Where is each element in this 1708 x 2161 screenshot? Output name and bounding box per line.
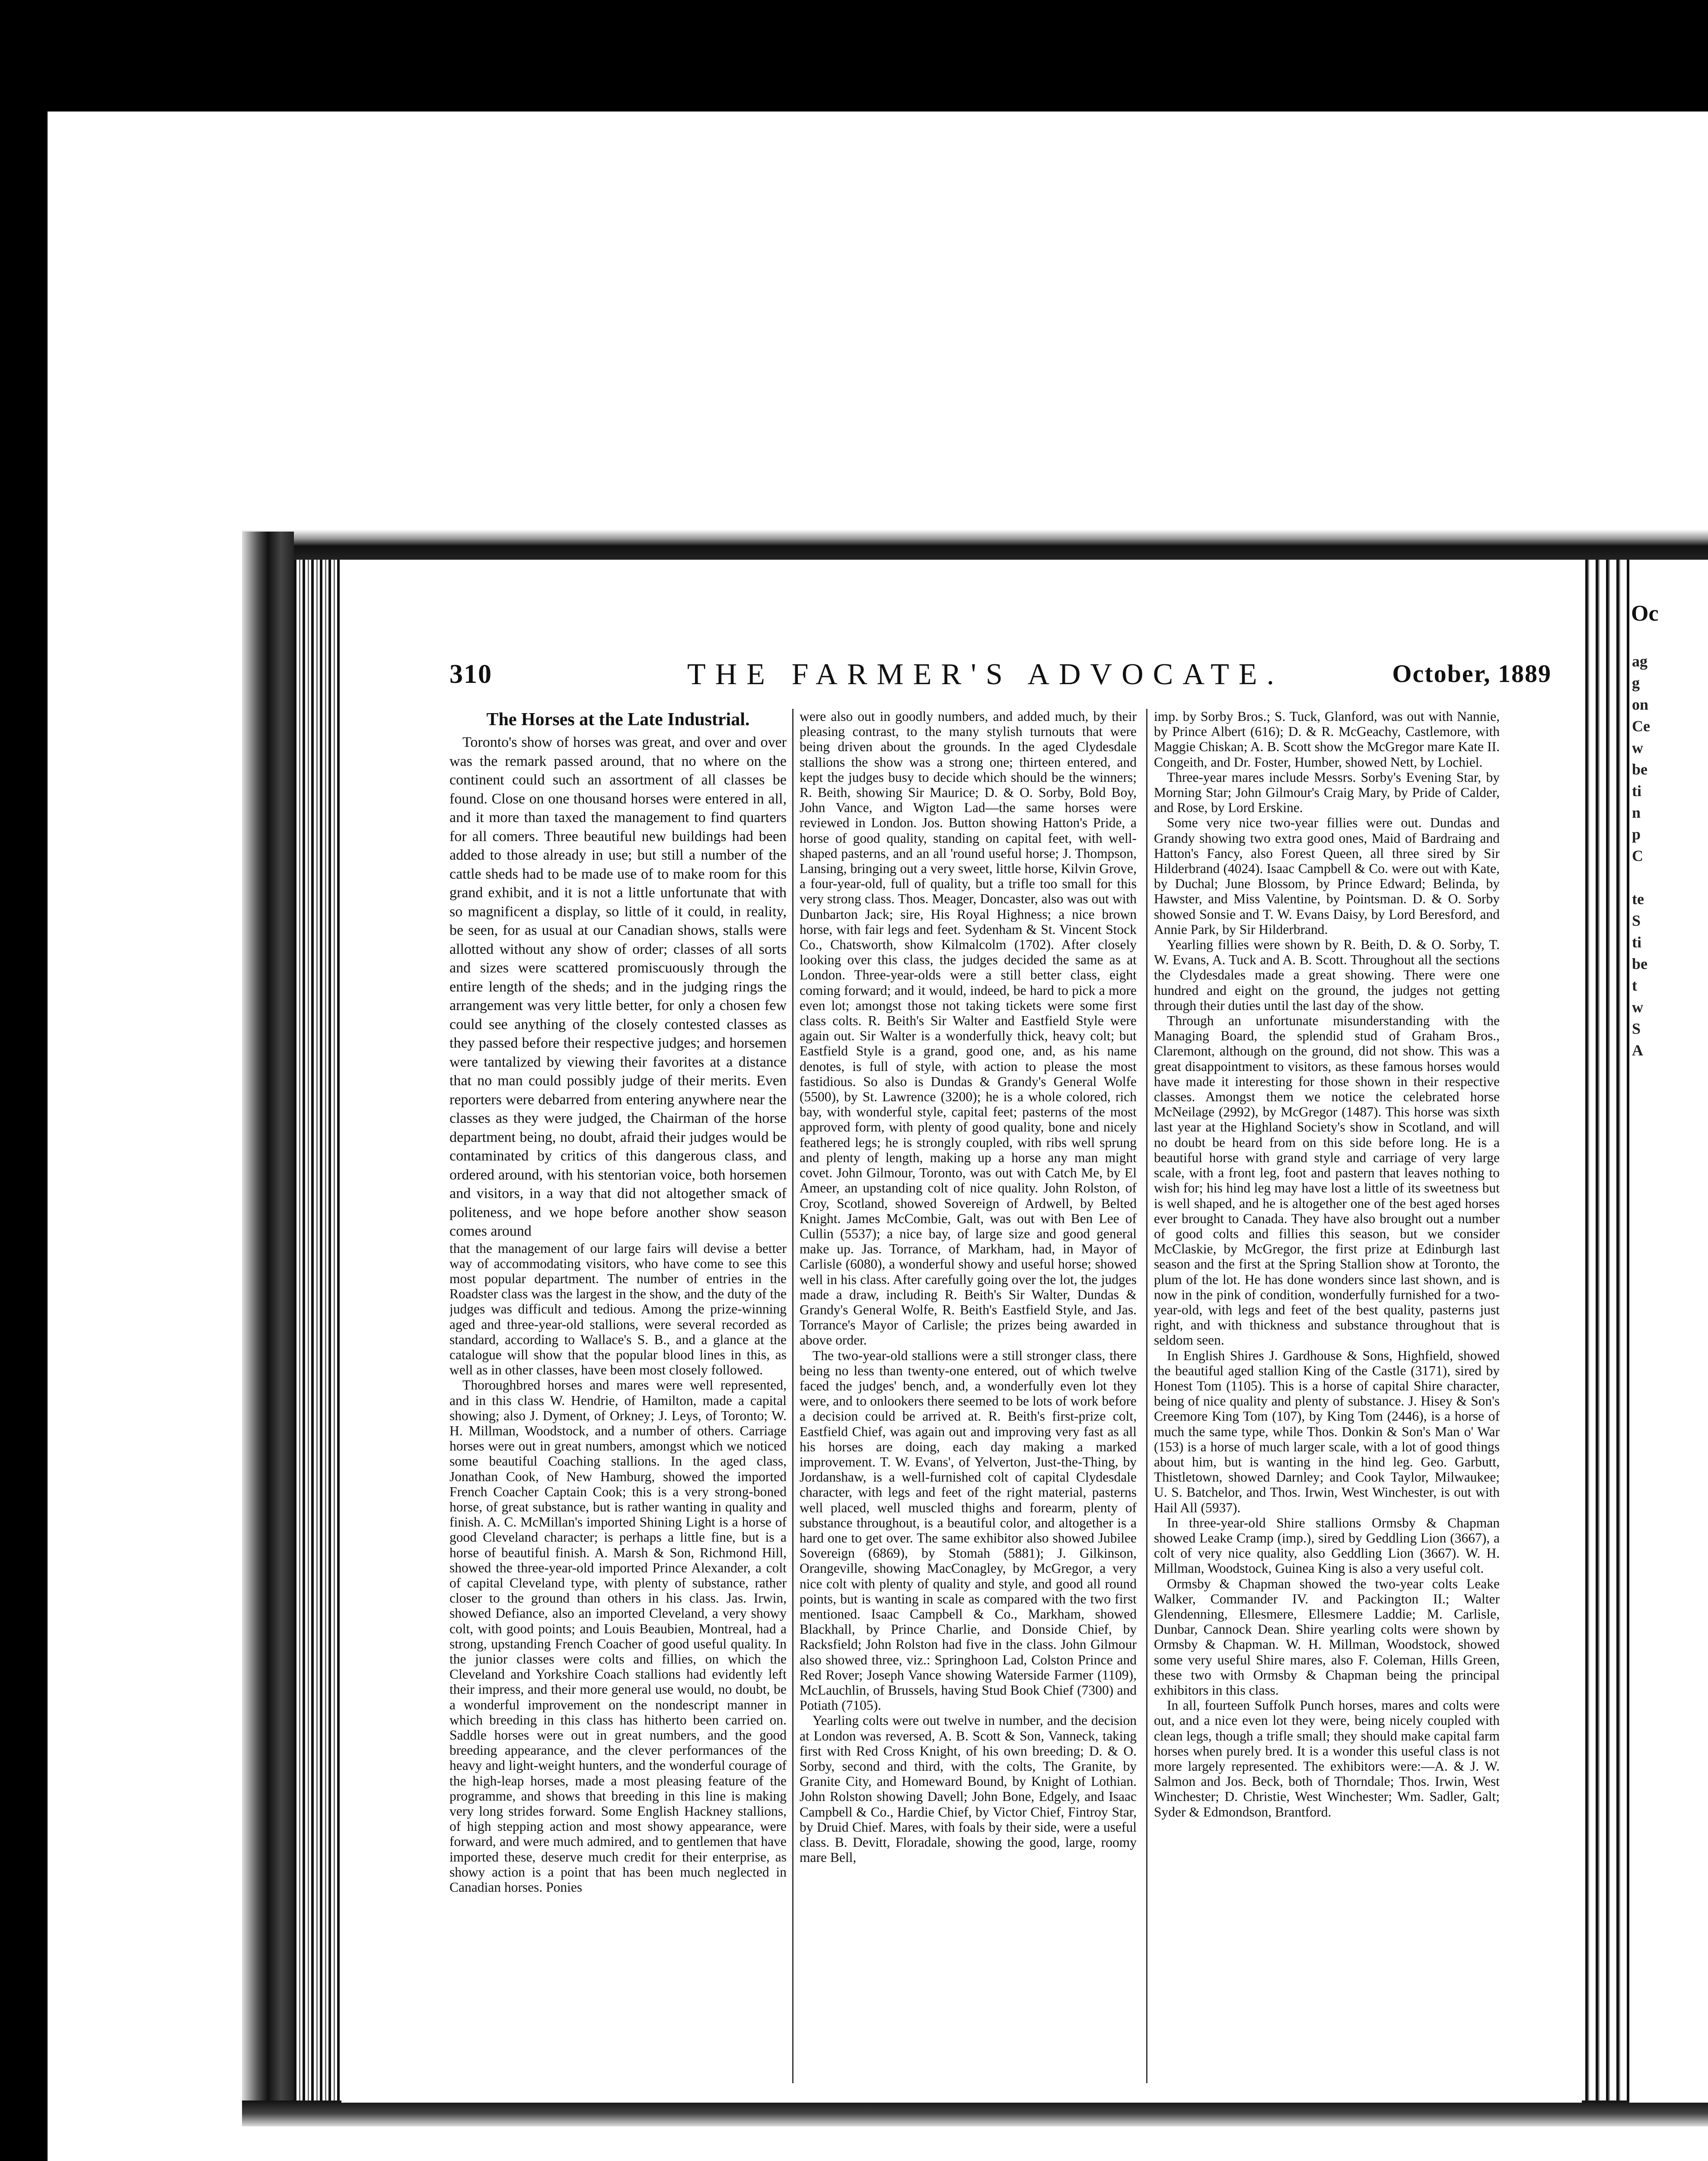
article-column-3 [1154,709,1500,2088]
adjacent-page [1629,560,1708,2103]
book-spine [242,532,294,2113]
article-headline: The Horses at the Late Industrial. [486,710,750,730]
newspaper-page [341,560,1582,2103]
article-paragraph: Toronto's show of horses was great, and over and over was the remark passed around, that no where on the continent could such an assortment of all classes be found. Close on one thousand horses were entered in all, and it more than taxed the management to find quarters for all comers. Three beautiful new buildings had been added to those already in use; but still a number of the cattle sheds had to be made use of to make room for this grand exhibit, and it is not a little unfortunate that with so magnificent a display, so little of it could, in reality, be seen, for as usual at our Canadian shows, stalls were allotted without any show of order; classes of all sorts and sizes were scattered promiscuously through the entire length of the sheds; and in the judging rings the arrangement was very little better, for only a chosen few could see anything of the closely contested classes as they passed before their respective judges; and horsemen were tantalized by viewing their favorites at a distance that no man could possibly judge of their merits. Even reporters were debarred from entering anywhere near the classes as they were judged, the Chairman of the horse department being, no doubt, afraid their judges would be contaminated by critics of this dangerous class, and ordered around, with his stentorian voice, both horsemen and visitors, in a way that did not altogether smack of politeness, and we hope before another show season comes around [449,734,787,1239]
column-rule [1146,709,1147,2083]
book-bottom-edge [242,2100,1708,2126]
article-paragraph: that the management of our large fairs will devise a better way of accommodating visitors, who have come to see this most popular department. The number of entries in the Roadster class was the largest in the show, and the duty of the judges was difficult and tedious. Among the prize-winning aged and three-year-old stallions, were several recorded as standard, according to Wallace's S. B., and a glance at the catalogue will show that the popular blood lines in this, as well as in other classes, have been most closely followed. [449,1240,787,1378]
publication-title: THE FARMER'S ADVOCATE. [687,658,1284,691]
page-stack-right [1582,560,1629,2103]
article-paragraph: In three-year-old Shire stallions Ormsby & Chapman showed Leake Cramp (imp.), sired by Geddling Lion (3667), a colt of very nice quality, also Geddling Lion (3667). W. H. Millman, Woodstock, Guinea King is also a very useful colt. [1154,1515,1500,1576]
page-number: 310 [449,660,492,689]
film-edge [30,112,48,2161]
book-top-edge [242,529,1708,560]
page-stack-left [294,560,341,2103]
article-paragraph: Ormsby & Chapman showed the two-year colts Leake Walker, Commander IV. and Packington II.; Walter Glendenning, Ellesmere, Ellesmere Laddie; M. Carlisle, Dunbar, Cannock Dean. Shire yearling colts were shown by Ormsby & Chapman. W. H. Millman, Woodstock, showed some very useful Shire mares, also F. Coleman, Hills Green, these two with Ormsby & Chapman being the principal exhibitors in this class. [1154,1576,1500,1698]
article-paragraph: The two-year-old stallions were a still stronger class, there being no less than twenty-one entered, out of which twelve faced the judges' bench, and, a wonderfully even lot they were, and to onlookers there seemed to be lots of work before a decision could be arrived at. R. Beith's first-prize colt, Eastfield Chief, was again out and improving very fast as all his horses are doing, each day making a marked improvement. T. W. Evans', of Yelverton, Just-the-Thing, by Jordanshaw, is a well-furnished colt of capital Clydesdale character, with legs and feet of the right material, pasterns well placed, well muscled thighs and forearm, plenty of substance throughout, is a beautiful color, and altogether is a hard one to get over. The same exhibitor also showed Jubilee Sovereign (6869), by Stomah (5881); J. Gilkinson, Orangeville, showing MacConagley, by McGregor, a very nice colt with plenty of quality and style, and good all round points, but is wanting in scale as compared with the two first mentioned. Isaac Campbell & Co., Markham, showed Blackhall, by Prince Charlie, and Donside Chief, by Racksfield; John Rolston had five in the class. John Gilmour also showed three, viz.: Springhoon Lad, Colston Prince and Red Rover; Joseph Vance showing Waterside Farmer (1109), McLauchlin, of Brussels, having Stud Book Chief (7300) and Potiath (7105). [800,1348,1137,1713]
article-paragraph: Three-year mares include Messrs. Sorby's Evening Star, by Morning Star; John Gilmour's Craig Mary, by Pride of Calder, and Rose, by Lord Erskine. [1154,769,1500,816]
adjacent-page-header: Oc [1631,601,1659,626]
article-paragraph: Thoroughbred horses and mares were well represented, and in this class W. Hendrie, of Hamilton, made a capital showing; also J. Dyment, of Orkney; J. Leys, of Toronto; W. H. Millman, Woodstock, and a number of others. Carriage horses were out in great numbers, amongst which we noticed some beautiful Coaching stallions. In the aged class, Jonathan Cook, of New Hamburg, showed the imported French Coacher Captain Cook; this is a very strong-boned horse, of great substance, but is rather wanting in quality and finish. A. C. McMillan's imported Shining Light is a horse of good Cleveland character; is perhaps a little fine, but is a horse of beautiful finish. A. Marsh & Son, Richmond Hill, showed the three-year-old imported Prince Alexander, a colt of capital Cleveland type, with plenty of substance, rather closer to the ground than others in his class. Jas. Irwin, showed Defiance, also an imported Cleveland, a very showy colt, with good points; and Louis Beaubien, Montreal, had a strong, upstanding French Coacher of good useful quality. In the junior classes were colts and fillies, on which the Cleveland and Yorkshire Coach stallions had evidently left their impress, and their more general use would, no doubt, be a wonderful improvement on the nondescript manner in which breeding in this class has hitherto been carried on. Saddle horses were out in great numbers, and the good breeding appearance, and the clever performances of the heavy and light-weight hunters, and the wonderful courage of the high-leap horses, made a most pleasing feature of the programme, and shows that breeding in this line is making very long strides forward. Some English Hackney stallions, of high stepping action and most showy appearance, were forward, and were much admired, and to gentlemen that have imported these, deserve much credit for their enterprise, as showy action is a point that has been much neglected in Canadian horses. Ponies [449,1377,787,1895]
issue-date: October, 1889 [1392,660,1552,688]
article-column-1 [449,709,787,2088]
article-paragraph: Yearling fillies were shown by R. Beith, D. & O. Sorby, T. W. Evans, A. Tuck and A. B. Scott. Throughout all the sections the Clydesdales made a great showing. There were one hundred and eight on the ground, the judges not getting through their duties until the last day of the show. [1154,937,1500,1013]
article-paragraph: Yearling colts were out twelve in number, and the decision at London was reversed, A. B. Scott & Son, Vanneck, taking first with Red Cross Knight, of his own breeding; D. & O. Sorby, second and third, with the colts, The Granite, by Granite City, and Homeward Bound, by Knight of Lothian. John Rolston showing Davell; John Bone, Edgely, and Isaac Campbell & Co., Hardie Chief, by Victor Chief, Fintroy Star, by Druid Chief. Mares, with foals by their side, were a useful class. B. Devitt, Floradale, showing the good, large, roomy mare Bell, [800,1713,1137,1865]
adjacent-page-text: ag g on Ce w be ti n p C te S ti be t w S A [1632,653,1650,1059]
article-paragraph: were also out in goodly numbers, and added much, by their pleasing contrast, to the many stylish turnouts that were being driven about the grounds. In the aged Clydesdale stallions the show was a strong one; thirteen entered, and kept the judges busy to decide which should be the winners; R. Beith, showing Sir Maurice; D. & O. Sorby, Bold Boy, John Vance, and Wigton Lad—the same horses were reviewed in London. Jos. Button showing Hatton's Pride, a horse of good quality, standing on capital feet, with well-shaped pasterns, and an all 'round useful horse; J. Thompson, Lansing, bringing out a very sweet, little horse, Kilvin Grove, a four-year-old, full of quality, but a trifle too small for this very strong class. Thos. Meager, Doncaster, also was out with Dunbarton Jack; sire, His Royal Highness; a nice brown horse, with fair legs and feet. Sydenham & St. Vincent Stock Co., Chatsworth, show Kilmalcolm (1702). After closely looking over this class, the judges decided the same as at London. Three-year-olds were a still better class, eight coming forward; and it would, indeed, be hard to pick a more even lot; amongst those not taking tickets were some first class colts. R. Beith's Sir Walter and Eastfield Style were again out. Sir Walter is a wonderfully thick, heavy colt; but Eastfield Style is a grand, good one, and, as his name denotes, is full of style, with action to please the most fastidious. So also is Dundas & Grandy's General Wolfe (5500), by St. Lawrence (3200); he is a whole colored, rich bay, with wonderful style, capital feet; pasterns of the most approved form, with plenty of good quality, bone and nicely feathered legs; he is strongly coupled, with ribs well sprung and plenty of length, making up a horse any man might covet. John Gilmour, Toronto, was out with Catch Me, by El Ameer, an upstanding colt of nice quality. John Rolston, of Croy, Scotland, showed Sovereign of Ardwell, by Belted Knight. James McCombie, Galt, was out with Ben Lee of Cullin (5537); a nice bay, of large size and good general make up. Jas. Torrance, of Markham, had, in Mayor of Carlisle (6080), a wonderful showy and useful horse; showed well in his class. After carefully going over the lot, the judges made a draw, including R. Beith's Sir Walter, Dundas & Grandy's General Wolfe, R. Beith's Eastfield Style, and Jas. Torrance's Mayor of Carlisle; the prizes being awarded in above order. [800,709,1137,1348]
page-header [449,659,1552,698]
article-paragraph: Some very nice two-year fillies were out. Dundas and Grandy showing two extra good ones, Maid of Bardraing and Hatton's Fancy, also Forest Queen, all three sired by Sir Hilderbrand (4024). Isaac Campbell & Co. were out with Kate, by Duchal; June Blossom, by Prince Edward; Belinda, by Hawster, and Miss Valentine, by Pointsman. D. & O. Sorby showed Sonsie and T. W. Evans Daisy, by Lord Beresford, and Annie Park, by Sir Hilderbrand. [1154,815,1500,937]
article-paragraph: In English Shires J. Gardhouse & Sons, Highfield, showed the beautiful aged stallion King of the Castle (3171), sired by Honest Tom (1105). This is a horse of capital Shire character, being of nice quality and plenty of substance. J. Hisey & Son's Creemore King Tom (107), by King Tom (2446), is a horse of much the same type, while Thos. Donkin & Son's Man o' War (153) is a horse of much larger scale, with a lot of good things about him, but is wanting in the hind leg. Geo. Garbutt, Thistletown, showed Darnley; and Cook Taylor, Milwaukee; U. S. Batchelor, and Thos. Irwin, West Winchester, is out with Hail All (5937). [1154,1348,1500,1515]
article-column-2 [800,709,1137,2088]
article-paragraph: imp. by Sorby Bros.; S. Tuck, Glanford, was out with Nannie, by Prince Albert (616); D. & R. McGeachy, Castlemore, with Maggie Chiskan; A. B. Scott show the McGregor mare Kate II. Congeith, and Dr. Foster, Humber, showed Nett, by Lochiel. [1154,709,1500,770]
article-paragraph: Through an unfortunate misunderstanding with the Managing Board, the splendid stud of Graham Bros., Claremont, although on the ground, did not show. This was a great disappointment to visitors, as these famous horses would have made it interesting for those shown in their respective classes. Amongst them we notice the celebrated horse McNeilage (2992), by McGregor (1487). This horse was sixth last year at the Highland Society's show in Scotland, and will no doubt be heard from on this side before long. He is a beautiful horse with grand style and carriage of very large scale, with a front leg, foot and pastern that leaves nothing to wish for; his hind leg may have lost a little of its sweetness but is well shaped, and he is altogether one of the best aged horses ever brought to Canada. They have also brought out a number of good colts and fillies this season, but we consider McClaskie, by McGregor, the first prize at Edinburgh last season and the first at the Spring Stallion show at Toronto, the plum of the lot. He has done wonders since last shown, and is now in the pink of condition, wonderfully furnished for a two-year-old, with legs and feet of the best quality, pasterns just right, and with thickness and substance throughout that is seldom seen. [1154,1013,1500,1348]
article-paragraph: In all, fourteen Suffolk Punch horses, mares and colts were out, and a nice even lot they were, being nicely coupled with clean legs, though a trifle small; they should make capital farm horses when purely bred. It is a wonder this useful class is not more largely represented. The exhibitors were:—A. & J. W. Salmon and Jos. Beck, both of Thorndale; Thos. Irwin, West Winchester; D. Christie, West Winchester; Wm. Sadler, Galt; Syder & Edmondson, Brantford. [1154,1698,1500,1820]
column-rule [792,709,793,2083]
